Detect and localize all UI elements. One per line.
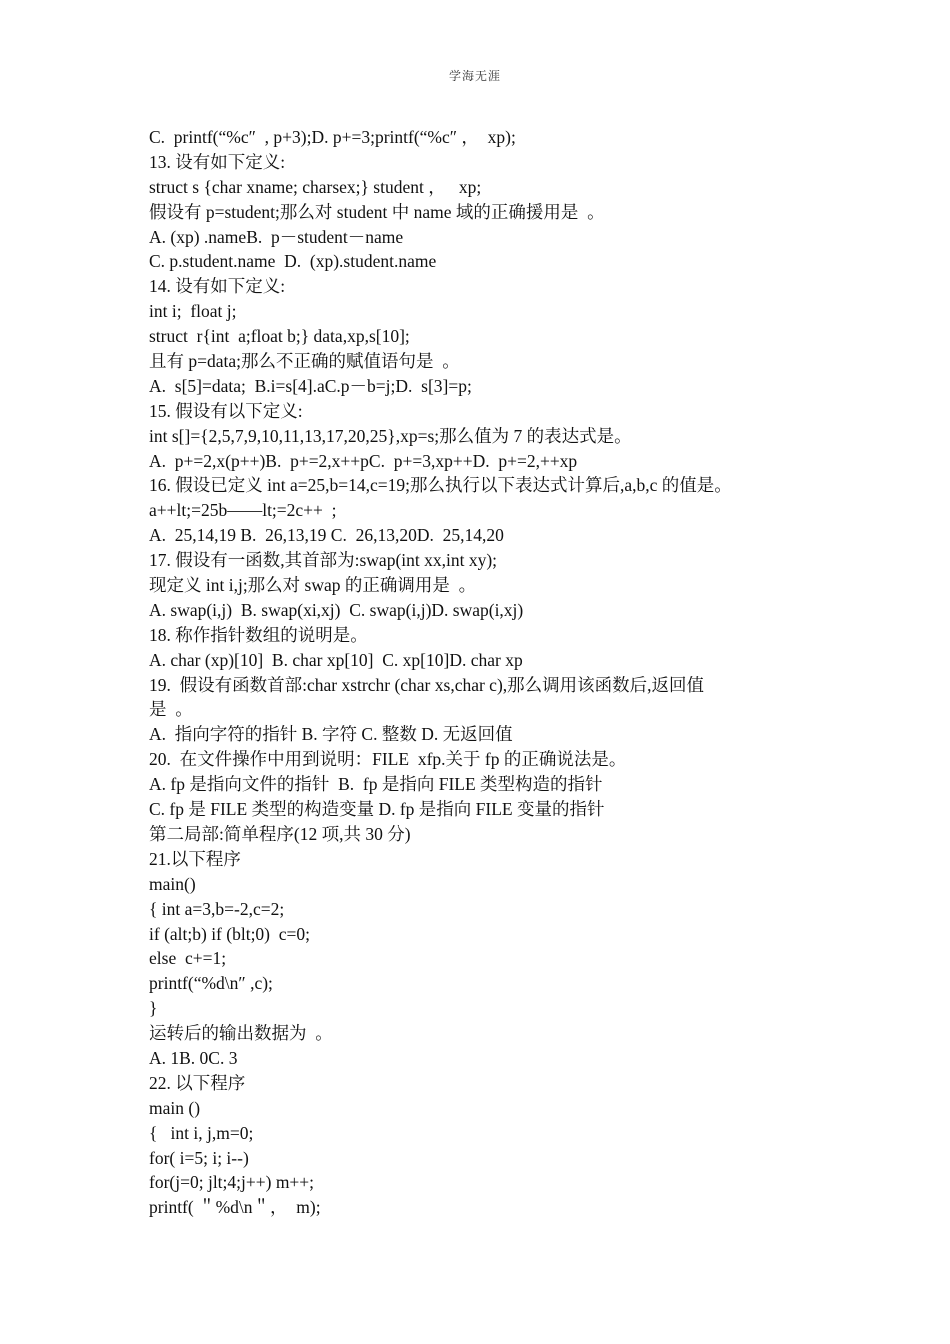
text-line: 14. 设有如下定义: <box>149 276 286 297</box>
text-line: A. (xp) .nameB. p－student－name <box>149 226 404 247</box>
code-line: for( i=5; i; i--) <box>149 1147 249 1168</box>
text-line: A. s[5]=data; B.i=s[4].aC.p－b=j;D. s[3]=p; <box>149 375 472 396</box>
text-line: C. fp 是 FILE 类型的构造变量 D. fp 是指向 FILE 变量的指针 <box>149 799 605 820</box>
text-line: 13. 设有如下定义: <box>149 151 286 172</box>
text-line: 15. 假设有以下定义: <box>149 400 303 421</box>
text-line: A. swap(i,j) B. swap(xi,xj) C. swap(i,j)D. swap(i,xj) <box>149 599 524 620</box>
section-heading: 第二局部:简单程序(12 项,共 30 分) <box>149 823 411 844</box>
text-line: A. fp 是指向文件的指针 B. fp 是指向 FILE 类型构造的指针 <box>149 774 603 795</box>
text-line: 19. 假设有函数首部:char xstrchr (char xs,char c),那么调用该函数后,返回值 <box>149 674 705 695</box>
code-line: if (alt;b) if (blt;0) c=0; <box>149 923 311 944</box>
text-line: struct r{int a;float b;} data,xp,s[10]; <box>149 326 410 347</box>
text-line: 假设有 p=student;那么对 student 中 name 域的正确援用是 。 <box>149 201 605 222</box>
text-line: 20. 在文件操作中用到说明：FILE xfp.关于 fp 的正确说法是。 <box>149 749 627 770</box>
text-line: A. 1B. 0C. 3 <box>149 1047 238 1068</box>
text-line: int s[]={2,5,7,9,10,11,13,17,20,25},xp=s;那么值为 7 的表达式是。 <box>149 425 632 446</box>
text-line: 且有 p=data;那么不正确的赋值语句是 。 <box>149 351 460 372</box>
text-line: A. char (xp)[10] B. char xp[10] C. xp[10]D. char xp <box>149 649 523 670</box>
text-line: 是 。 <box>149 699 193 720</box>
text-line: 17. 假设有一函数,其首部为:swap(int xx,int xy); <box>149 550 498 571</box>
code-line: { int i, j,m=0; <box>149 1122 254 1143</box>
text-line: 运转后的输出数据为 。 <box>149 1023 333 1044</box>
text-line: A. p+=2,x(p++)B. p+=2,x++pC. p+=3,xp++D. p+=2,++xp <box>149 450 578 471</box>
document-body <box>149 125 809 1220</box>
code-line: else c+=1; <box>149 948 227 969</box>
code-line: main () <box>149 1097 201 1118</box>
page-header: 学海无涯 <box>448 69 501 83</box>
text-line: A. 25,14,19 B. 26,13,19 C. 26,13,20D. 25,14,20 <box>149 525 504 546</box>
code-line: printf(“%d\n″ ,c); <box>149 973 273 994</box>
text-line: 16. 假设已定义 int a=25,b=14,c=19;那么执行以下表达式计算后,a,b,c 的值是。 <box>149 475 732 496</box>
text-line: C. p.student.name D. (xp).student.name <box>149 251 437 272</box>
code-line: { int a=3,b=-2,c=2; <box>149 898 285 919</box>
code-line: } <box>149 998 158 1019</box>
text-line: 21.以下程序 <box>149 848 241 869</box>
text-line: A. 指向字符的指针 B. 字符 C. 整数 D. 无返回值 <box>149 724 513 745</box>
text-line: 22. 以下程序 <box>149 1072 246 1093</box>
text-line: 18. 称作指针数组的说明是。 <box>149 624 368 645</box>
text-line: struct s {char xname; charsex;} student ， xp; <box>149 176 482 197</box>
text-line: C. printf(“%c″ , p+3);D. p+=3;printf(“%c″ ， xp); <box>149 127 516 147</box>
text-line: int i; float j; <box>149 301 237 322</box>
code-line: for(j=0; jlt;4;j++) m++; <box>149 1172 315 1193</box>
code-line: main() <box>149 873 196 894</box>
text-line: a++lt;=25b——lt;=2c++ ; <box>149 500 337 521</box>
text-line: 现定义 int i,j;那么对 swap 的正确调用是 。 <box>149 575 477 596</box>
code-line: printf( ＂%d\n＂， m); <box>149 1197 321 1218</box>
